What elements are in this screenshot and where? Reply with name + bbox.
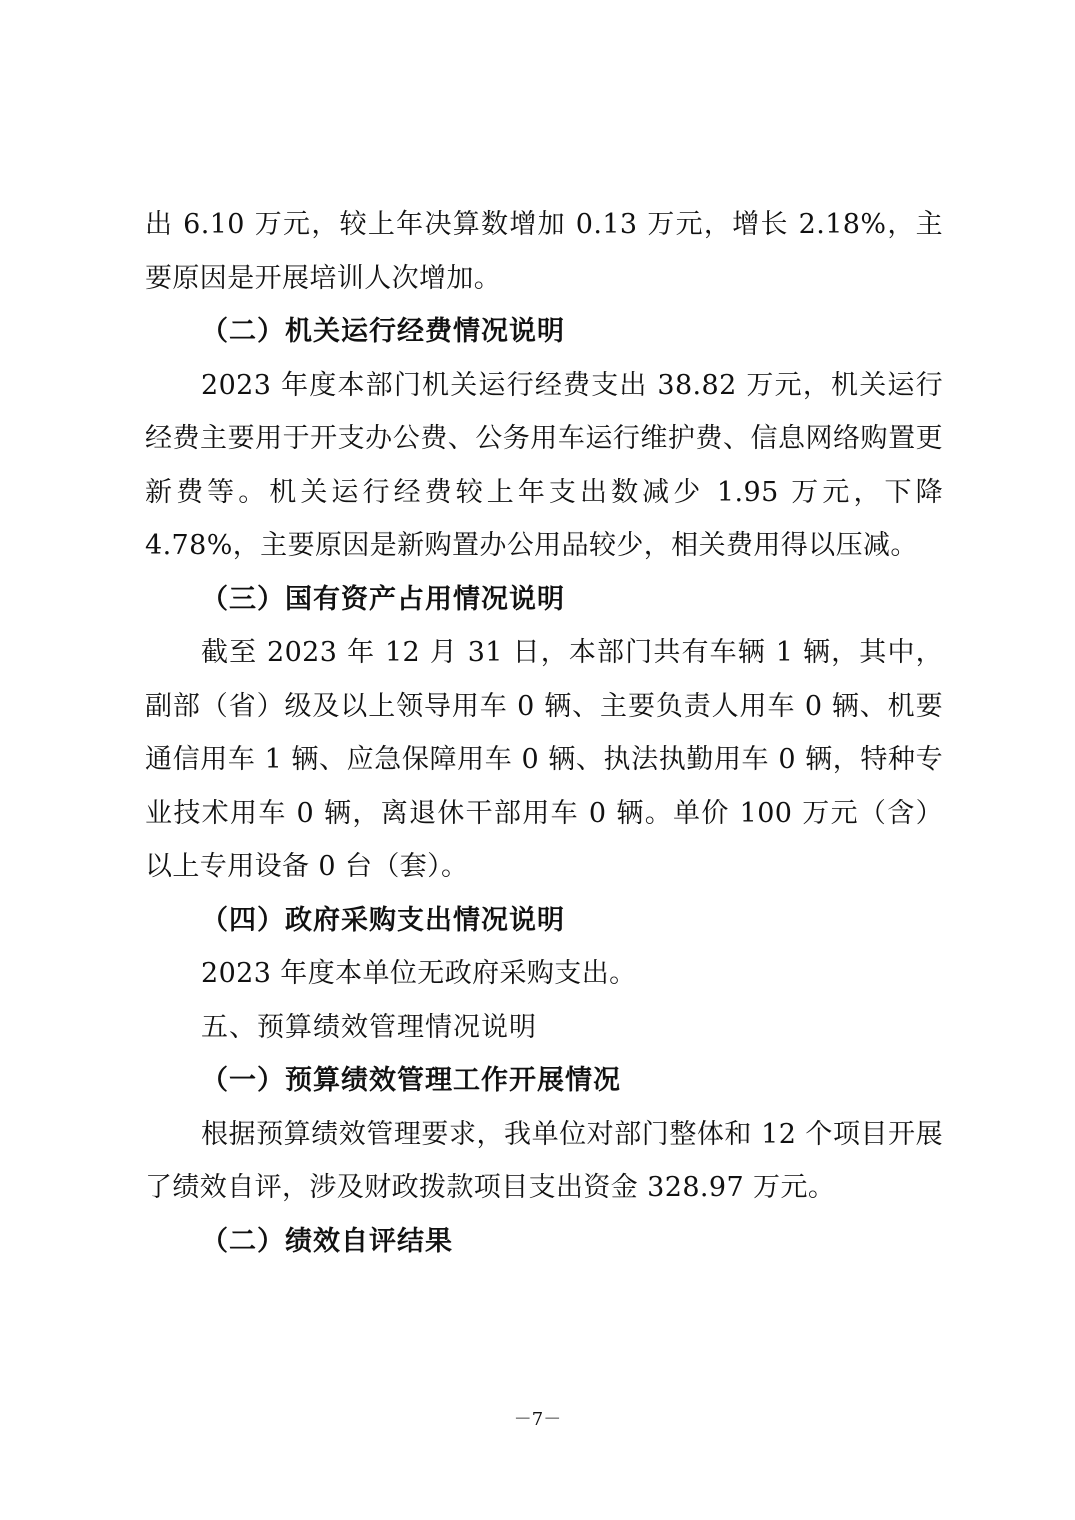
document-body [145,198,943,1268]
heading-government-procurement: （四）政府采购支出情况说明 [201,904,565,936]
heading-performance-work: （一）预算绩效管理工作开展情况 [201,1065,621,1096]
paragraph-training-expense-continuation: 出 6.10 万元，较上年决算数增加 0.13 万元，增长 2.18%，主要原因是开展培训人次增加。 [145,209,943,294]
paragraph-performance-work: 根据预算绩效管理要求，我单位对部门整体和 12 个项目开展了绩效自评，涉及财政拨款项目支出资金 328.97 万元。 [145,1118,943,1203]
heading-operating-expenses: （二）机关运行经费情况说明 [201,316,565,347]
heading-state-assets: （三）国有资产占用情况说明 [201,583,565,615]
page-number: －7－ [513,1409,562,1430]
section-heading-performance-management: 五、预算绩效管理情况说明 [201,1011,537,1043]
paragraph-operating-expenses: 2023 年度本部门机关运行经费支出 38.82 万元，机关运行经费主要用于开支办公费、公务用车运行维护费、信息网络购置更新费等。机关运行经费较上年支出数减少 1.95 万元，下降 4.78%，主要原因是新购置办公用品较少，相关费用得以压减。 [145,369,943,561]
heading-self-evaluation-results: （二）绩效自评结果 [201,1225,453,1257]
paragraph-government-procurement: 2023 年度本单位无政府采购支出。 [201,958,637,989]
paragraph-state-assets: 截至 2023 年 12 月 31 日，本部门共有车辆 1 辆，其中，副部（省）级及以上领导用车 0 辆、主要负责人用车 0 辆、机要通信用车 1 辆、应急保障用车 0 辆、执法执勤用车 0 辆，特种专业技术用车 0 辆，离退休干部用车 0 辆。单价 100 万元（含）以上专用设备 0 台（套）。 [145,637,943,882]
